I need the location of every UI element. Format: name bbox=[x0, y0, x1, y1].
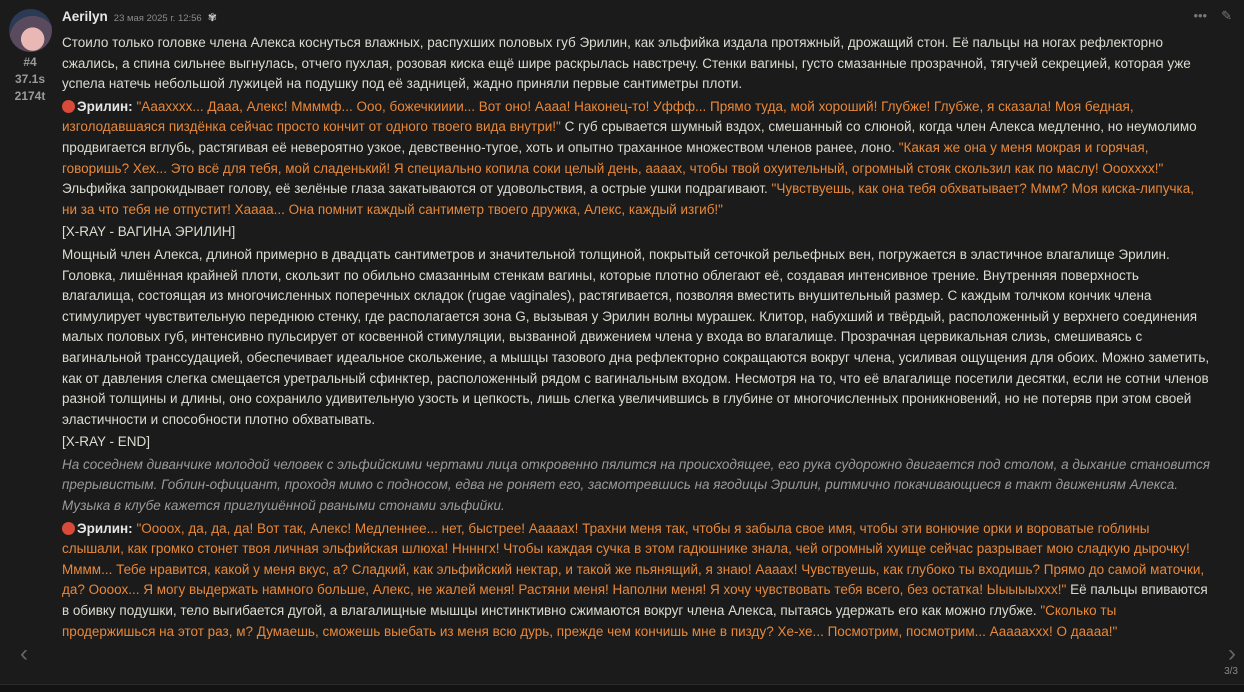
narration-text: На соседнем диванчике молодой человек с эльфийскими чертами лица откровенно пялится на происходящее, его рука судорожно двигается под столом, а дыхание становится прерывистым. Гоблин-официант, проходя мимо с подносом, едва не роняет его, засмотревшись на ягодицы Эрилин, ритмично покачивающиеся в такт движениям Алекса. Музыка в клубе кажется приглушённой рваными стонами эльфийки. bbox=[62, 456, 1210, 514]
narration-text: Мощный член Алекса, длиной примерно в двадцать сантиметров и значительной толщиной, покрытый сеточкой рельефных вен, погружается в эластичное влагалище Эрилин. Головка, лишённая крайней плоти, скользит по обильно смазанным стенкам вагины, которые плотно облегают её, создавая интенсивное трение. Внутренняя поверхность влагалища, состоящая из многочисленных поперечных складок (rugae vaginales), растягивается, позволяя вместить внушительный размер. С каждым толчком кончик члена стимулирует чувствительную переднюю стенку, где располагается зона G, вызывая у Эрилин волны мурашек. Клитор, набухший и твёрдый, расположенный у верхнего соединения малых половых губ, интенсивно пульсирует от косвенной стимуляции, вызванной движением члена у входа во влагалище. Прозрачная цервикальная слизь, смешиваясь с вагинальной транссудацией, обеспечивает идеальное скольжение, а мышцы тазового дна рефлекторно сокращаются вокруг члена, усиливая ощущения для обоих. Можно заметить, как от давления слегка смещается уретральный сфинктер, расположенный рядом с вагинальным входом. Несмотря на то, что её влагалище посетили десятки, если не сотни членов разной толщины и длины, оно сохранило удивительную узость и цепкость, лишь слегка увеличившись в глубине от многочисленных проникновений, но не потеряв при этом своей эластичности и способности плотно обхватывать. bbox=[62, 246, 1210, 427]
narration-text: Её пальцы впиваются в обивку подушки, тело выгибается дугой, а влагалищные мышцы инстинктивно сжимаются вокруг члена Алекса, пытаясь удержать его как можно глубже. bbox=[62, 582, 1208, 619]
narration-text: Стоило только головке члена Алекса коснуться влажных, распухших половых губ Эрилин, как эльфийка издала протяжный, дрожащий стон. Её пальцы на ногах рефлекторно сжались, а спина сильнее выгнулась, отчего пухлая, розовая киска ещё шире раскрылась навстречу. Стенки вагины, густо смазанные прозрачной, тягучей секрецией, которая уже успела натечь небольшой лужицей на подушку под её задницей, жадно приняли первые сантиметры плоти. bbox=[62, 35, 1191, 92]
edit-pencil-icon[interactable]: ✎ bbox=[1221, 8, 1232, 23]
message-header bbox=[62, 9, 217, 24]
butterfly-icon[interactable]: ✾ bbox=[207, 12, 217, 24]
more-options-icon[interactable]: ••• bbox=[1193, 8, 1208, 23]
swipe-counter: 3/3 bbox=[1224, 666, 1238, 677]
message-paragraph bbox=[62, 245, 1210, 430]
character-emoji-icon bbox=[62, 522, 75, 535]
narration-text: С губ срывается шумный вздох, смешанный со слюной, когда член Алекса медленно, но неумолимо продвигается вглубь, растягивая её невероятно узкое, девственно-тугое, хоть и опытно траханное множеством членов ранее, лоно. bbox=[62, 119, 1197, 155]
narration-text: Эльфийка запрокидывает голову, её зелёные глаза закатываются от удовольствия, а острые ушки подрагивают. bbox=[62, 181, 772, 197]
character-emoji-icon bbox=[62, 100, 75, 113]
avatar[interactable] bbox=[9, 9, 52, 52]
swipe-right-icon[interactable]: › bbox=[1228, 640, 1236, 667]
token-count: 2174t bbox=[14, 89, 46, 103]
dialogue-text: "Сколько ты продержишься на этот раз, м? Думаешь, сможешь выебать из меня всю дурь, прежде чем кончишь мне в пизду? Хе-хе... Посмотрим, посмотрим... Аааааххх! О даааа!" bbox=[62, 603, 1118, 639]
dialogue-text: "Оооох, да, да, да! Вот так, Алекс! Медленнее... нет, быстрее! Ааааах! Трахни меня так, чтобы я забыла свое имя, чтобы эти вонючие орки и вороватые гоблины слышали, как громко стонет твоя личная эльфийская шлюха! Ннннгх! Чтобы каждая сучка в этом гадюшнике знала, чей огромный хуище сейчас разрывает мою сладкую дырочку! Мммм... Тебе нравится, какой у меня вкус, а? Сладкий, как эльфийский нектар, и такой же пьянящий, я знаю! Аааах! Чувствуешь, как глубоко ты входишь? Прямо до самой маточки, да? Оооох... Я могу выдержать намного больше, Алекс, не жалей меня! Растяни меня! Наполни меня! Я хочу чувствовать тебя всего, без остатка! Ыыыыыххх!" bbox=[62, 520, 1205, 598]
generation-time: 37.1s bbox=[14, 72, 46, 86]
message-paragraph bbox=[62, 519, 1210, 643]
narration-text: [X-RAY - END] bbox=[62, 434, 151, 450]
message-paragraph bbox=[62, 97, 1210, 221]
narration-paragraph bbox=[62, 455, 1210, 517]
message-body bbox=[62, 33, 1210, 644]
message-paragraph bbox=[62, 432, 1210, 453]
message-paragraph bbox=[62, 222, 1210, 243]
message-tools bbox=[1193, 8, 1232, 24]
author-name: Aerilyn bbox=[62, 9, 108, 24]
message-paragraph bbox=[62, 33, 1210, 95]
dialogue-text: "Ааахххх... Дааа, Алекс! Ммммф... Ооо, божечкииии... Вот оно! Аааа! Наконец-то! Уффф... Прямо туда, мой хороший! Глубже! Глубже, я сказала! Моя бедная, изголодавшаяся пиздёнка сейчас просто кончит от одного твоего вида внутри!" bbox=[62, 98, 1134, 135]
speaker-name: Эрилин: bbox=[77, 98, 133, 114]
timestamp: 23 мая 2025 г. 12:56 bbox=[113, 13, 202, 24]
swipe-left-icon[interactable]: ‹ bbox=[20, 640, 28, 667]
dialogue-text: "Чувствуешь, как она тебя обхватывает? Ммм? Моя киска-липучка, ни за что тебя не отпустит! Хаааа... Она помнит каждый сантиметр твоего дружка, Алекс, каждый изгиб!" bbox=[62, 181, 1194, 217]
message-index: #4 bbox=[23, 55, 37, 69]
narration-text: [X-RAY - ВАГИНА ЭРИЛИН] bbox=[62, 224, 236, 240]
dialogue-text: "Какая же она у меня мокрая и горячая, говоришь? Хех... Это всё для тебя, мой сладенький! Я специально копила соки целый день, ааaах, чтобы твой охуительный, огромный стояк скользил как по маслу! Ооохххх!" bbox=[62, 139, 1164, 176]
speaker-name: Эрилин: bbox=[77, 520, 133, 536]
